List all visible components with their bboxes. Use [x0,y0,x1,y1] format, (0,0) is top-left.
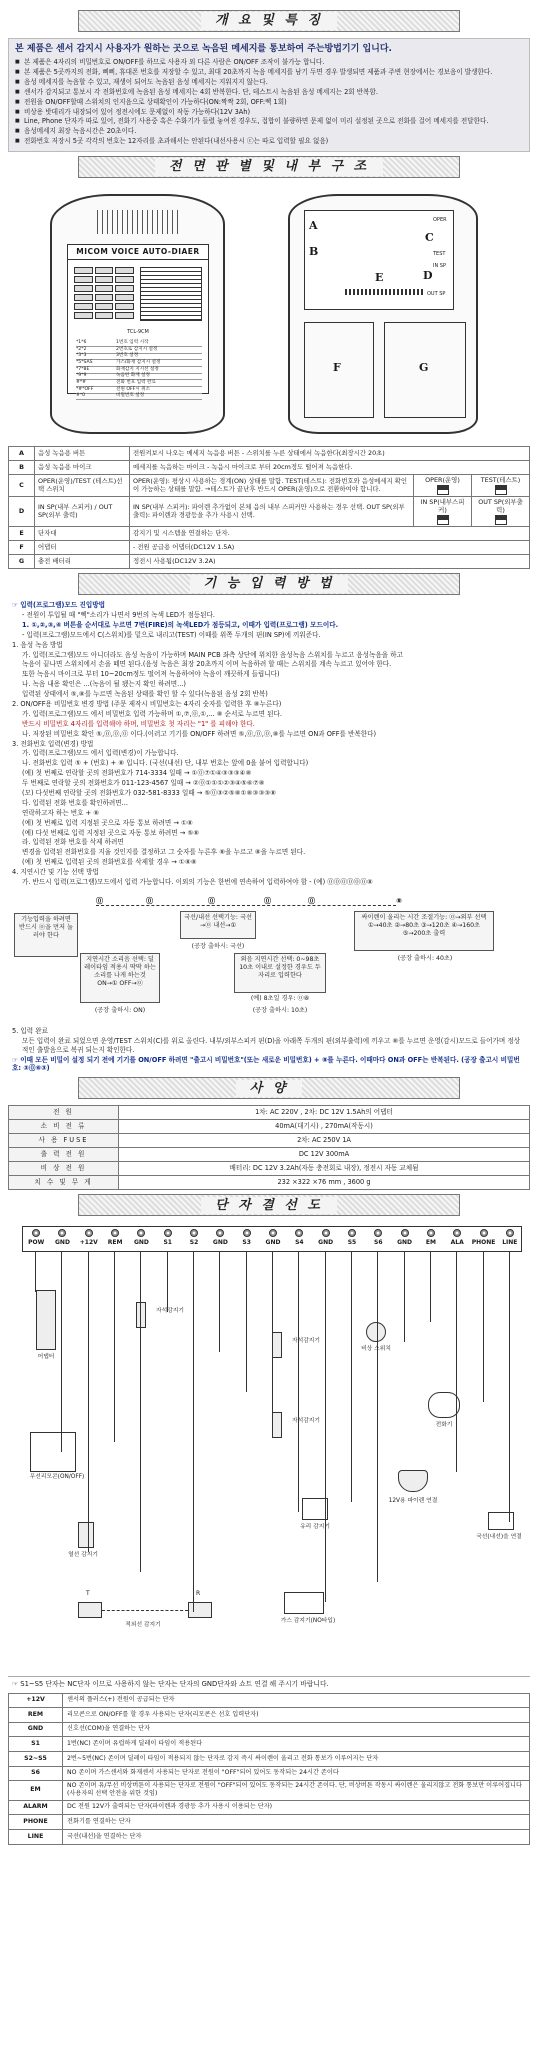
function-flow-diagram [12,891,526,1023]
table-row: EM NO 존이며 유/무선 비상버튼이 사용되는 단자로 전원이 "OFF"되어 있어도 동작되는 24시간 존이다. 단, 비상버튼 작동시 싸이렌은 울리지않고 전화 통보만 이루어집니다(사용자의 선택 안전을 위한 것임) [9,1781,530,1801]
wire [325,1252,326,1602]
table-row: REM 리모콘으로 ON/OFF를 할 경우 사용되는 단자(리모콘은 선호 입력단자) [9,1708,530,1723]
table-row: PHONE 전화기를 연결하는 단자 [9,1815,530,1830]
label-e: E [375,271,384,285]
pir-sensor-icon [78,1522,94,1548]
keypad-icon [74,267,134,319]
table-row: C OPER(운영)/TEST (테스트)선택 스위치 OPER(운영): 평상시 사용하는 경계(ON) 상태를 말함. TEST(테스트): 전화번호와 음성메세지 확인이 가능하는 상태를 말함. →테스트가 끝난후 반드시 OPER(운영)으로 전환하여야 합니다. OPER(운영) TEST(테스트) [9,475,530,497]
screw-icon [401,1229,409,1237]
screw-icon [164,1229,172,1237]
receiver-label: R [196,1590,201,1598]
component-label: 무선리모콘(ON/OFF) [29,1474,85,1481]
flow-caption: (예) 8초일 경우: ⓪⑧ [250,994,310,1002]
terminal-label: EM [425,1239,436,1247]
screw-icon [58,1229,66,1237]
wire [404,1252,405,1342]
wire [298,1252,299,1512]
flow-box: 지연시간 소리음 선택: 딜레이타임 적용시 딱딱 하는 소리를 나게 하는것 ON→① OFF→⓪ [80,953,160,1003]
siren-icon [398,1470,428,1492]
screw-icon [32,1229,40,1237]
terminal-label: S3 [242,1239,251,1247]
wire [377,1252,378,1582]
flow-key: ⓪ [96,896,103,905]
table-row: +12V 센서의 플러스(+) 전원이 공급되는 단자 [9,1693,530,1708]
terminal-s6 [365,1227,391,1253]
screw-icon [374,1229,382,1237]
remote-receiver-icon [30,1432,76,1472]
table-row: E 단자대 감지기 및 시스템을 연결하는 단자. [9,527,530,541]
component-label: 자석감지기 [292,1338,320,1345]
wire [167,1252,168,1312]
adapter-icon [36,1290,56,1350]
screw-icon [269,1229,277,1237]
wire [35,1252,36,1292]
table-row: D IN SP(내부 스피커) / OUT SP(외부 출력) IN SP(내부 스피커): 파이렌 추가없이 본체 음의 내부 스피커만 사용하는 경우 선택. OUT SP(외부 출력): 파이렌과 경광등을 추가 사용시 선택. IN SP(내부스피커) OUT SP(외부출력) [9,496,530,526]
flow-key: ⑧ [396,896,402,905]
ir-receiver-icon [188,1602,212,1618]
screw-icon [480,1229,488,1237]
overview-lead: 본 제품은 센서 감지시 사용자가 원하는 곳으로 녹음된 메세지를 통보하여 주는방법기기 입니다. [15,44,392,54]
flow-caption: (공장 출하시: ON) [94,1006,146,1014]
overview-bullet: ■ 전원을 ON/OFF할때 스위치의 인지음으로 상태확인이 가능하다(ON:짝짝 2회, OFF:삑 1회) [15,98,523,107]
battery-box [384,322,466,418]
table-row: 전 원 1차: AC 220V , 2차: DC 12V 1.5Ah의 어댑터 [9,1106,530,1120]
terminal-gnd [260,1227,286,1253]
switch-outsp-label: OUT SP [427,291,446,298]
wiring-banner [78,1194,460,1216]
terminal-rem [102,1227,128,1253]
main-pcb [304,210,454,310]
spec-table [8,1105,530,1190]
table-row: A 음성 녹음용 버튼 전원켜보시 나오는 메세지 녹음용 버튼 - 스위치를 누른 상태에서 녹음한다(최장시간 20초) [9,447,530,461]
terminal-label: S5 [347,1239,357,1247]
terminal-label: POW [28,1239,45,1247]
terminal-s5 [339,1227,365,1253]
overview-bullet: ■ Line, Phone 단자가 따로 있어, 전화기 사용중 혹은 수화기가 들렸 놓여진 경우도, 접합이 불량하면 문제 없이 미리 설정된 곳으로 전화를 걸어 메세지를 전달한다. [15,117,523,126]
component-label: 12V용 파이렌 연결 [388,1498,438,1505]
terminal-label: GND [212,1239,228,1247]
flow-key: ⓪ [308,896,315,905]
table-row: LINE 국선(내선)을 연결하는 단자 [9,1830,530,1845]
switch-test-label: TEST [433,251,446,258]
screw-icon [85,1229,93,1237]
component-label: 자석감지기 [292,1418,320,1425]
terminal-strip [22,1226,522,1252]
function-title: 기 능 입 력 방 법 [190,575,349,593]
terminal-s1 [155,1227,181,1253]
screw-icon [295,1229,303,1237]
table-row: 치 수 및 무 게 232 ×322 ×76 mm , 3600 g [9,1176,530,1190]
flow-key: ⓪ [264,896,271,905]
overview-bullet: ■ 비상용 밧데리가 내장되어 있어 정전시에도 문제없이 작동 가능하다(12V 3Ah) [15,108,523,117]
label-a: A [309,219,318,233]
terminal-label: S2 [189,1239,199,1247]
terminal-label: GND [397,1239,413,1247]
terminal-phone [470,1227,496,1253]
screw-icon [243,1229,251,1237]
label-b: B [309,245,319,259]
flow-line [96,905,396,906]
overview-bullet: ■ 센서가 감지되고 통보시 각 전화번호에 녹음된 음성 메세지는 4회 반복한다. 단, 테스트시 녹음된 음성 메세지는 2회 반복함. [15,88,523,97]
switch-oper-label: OPER [433,217,447,224]
component-label: 국선(내선)을 연결 [476,1534,522,1541]
flow-caption: (공장 출하시: 국선) [191,942,245,950]
overview-list [15,58,523,146]
wire [430,1252,431,1322]
overview-box [8,38,530,152]
flow-box: 기능입력을 하려면 반드시 ⓪을 먼저 눌러야 한다 [14,913,78,957]
terminal-s2 [181,1227,207,1253]
adapter-box [304,322,374,418]
wire [140,1252,141,1572]
front-panel [67,244,209,399]
screw-icon [322,1229,330,1237]
telephone-icon [428,1392,460,1418]
terminal-label: GND [318,1239,334,1247]
table-row: 출 력 전 원 DC 12V 300mA [9,1148,530,1162]
table-row: GND 신호선(COM)을 연결하는 단자 [9,1722,530,1737]
terminal-label: LINE [502,1239,518,1247]
terminal-line [497,1227,523,1253]
wiring-note: ☞ S1~S5 단자는 NC단자 이므로 사용하지 않는 단자는 단자의 GND단자와 쇼트 연결 해 주시기 바랍니다. [12,1680,329,1689]
terminal-pow [23,1227,49,1253]
wire [114,1252,115,1442]
screw-icon [137,1229,145,1237]
terminal-label: S1 [163,1239,172,1247]
jumper-pin-icon [495,515,507,525]
screw-icon [427,1229,435,1237]
device-front-drawing [50,194,225,434]
function-body: ☞ 입력(프로그램)모드 진입방법 - 전원이 투입될 때 "삑"소리가 나면서 9번의 녹색 LED가 점등된다. 1. ①,②,③,④ 버튼을 순서대로 누르면 7번(FIRE)의 녹색LED가 점등되고, 이때가 입력(프로그램) 모드이다. - 입력(프로그램)모드에서 C(스위치)를 밑으로 내리고(TEST) 이때를 위쪽 두개의 핀(IN SP)에 끼워준다. 1. 음성 녹음 방법 가. 입력(프로그램)모드 아니더라도 음성 녹음이 가능하며 MAIN PCB 좌측 상단에 위치한 음성녹음 스위치를 누르고 음성녹음을 하고 녹음이 끝나면 스위치에서 손을 떼면 된다.(음성 녹음은 최장 20초까지 이며 녹음하려 할 때는 스위치를 계속 누르고 있어야 한다. 또한 녹음시 마이크로 부터 10~20cm정도 떨어져 녹음하여야 녹음이 깨끗하게 들립니다) 나. 녹음 내용 확인은 ...(녹음이 될 됐는지 확인 하려면...) 입력된 상태에서 ⑤,⑧를 누르면 녹음된 상태를 확인 할 수 있다(녹음된 음성 2회 반복) 2. ON/OFF용 비밀번호 변경 방법 (주문 제작시 비밀번호는 4자리 숫자를 입력한 후 ⑧누른다) 가. 입력(프로그램)모드 에서 비밀번호 입력 가능하며 ①,⑦,⓪,①,... ⑧ 순서로 누르면 된다. 반드시 비밀번호 4자리를 입력해야 하며, 비밀번호 첫 자리는 "1" 를 피해야 한다. 나. 저장된 비밀번호 확인 ⑤,⓪,⓪,⓪ 이다.(이러고 기기를 ON/OFF 하려면 ⑤,⓪,⓪,⓪,⑧를 누르면 ON과 OFF를 반복한다) 3. 전화번호 입력(변경) 방법 가. 입력(프로그램)모드 에서 입력(변경)이 가능합니다. 나. 전화번호 입력 ⑤ + (번호) + ⑧ 입니다. (국선(내선) 단, 내부 번호는 앞에 0을 붙여 입력합니다) (예) 첫 번째로 연락할 곳의 전화번호가 714-3334 일때 → ①⓪⑦①④③③③④⑧ 두 번째로 연락할 곳의 전화번호가 011-123-4567 일때 → ②⓪①①①②③④⑤⑥⑦⑧ (모) 다섯번째 연락할 곳의 전화번호가 032-581-8333 일때 → ⑤⓪③②⑤⑧①⑧③③③⑧ 다. 입력된 전화 번호를 확인하려면... 연락하고자 하는 번호 + ⑧ (예) 첫 번째로 입력 지정된 곳으로 자동 통보 하려면 → ①⑧ (예) 다섯 번째로 입력 지정된 곳으로 자동 통보 하려면 → ⑤⑧ 라. 입력된 전화 번호를 삭제 하려면 변경을 입력된 전화번호를 지울 것인지를 결정하고 그 숫자를 누른후 ⑧을 누르고 ⑧을 누르면 된다. (예) 첫 번째로 입력된 곳의 전화번호를 삭제할 경우 → ①⑧⑧ 4. 지연시간 및 기능 선택 방법 가. 반드시 입력(프로그램)모드에서 입력 가능합니다. 이외의 기능은 한번에 연속하여 입력하여야 함 - (예) ⓪⓪⓪⓪⓪⓪⑧ ⓪ ⓪ ⓪ ⓪ ⓪ ⑧ 기능입력을 하려면 반드시 ⓪을 먼저 눌러야 한다 지연시간 소리음 선택: 딜레이타임 적용시 딱딱 하는 소리를 나게 하는것 ON→① OFF→⓪ 국선/내선 선택기능: 국선→⓪ 내선→① 외음 지연시간 선택: 0~98초 10초 이내로 설정한 경우도 두자리로 입력한다 싸이렌이 울리는 시간 조절기능: ⓪→외부 선택 ①→40초 ②→80초 ③→120초 ④→160초 ⑤→200초 출력 (공장 출하시: 40초) (공장 출하시: 국선) (공장 출하시: ON) (예) 8초일 경우: ⓪⑧ (공장 출하시: 10초) 5. 입력 완료 모든 입력이 완료 되었으면 운영/TEST 스위치(C)를 위로 올린다. 내부/외부스피커 핀(D)을 아래쪽 두개의 핀(외부출력)에 끼우고 ⑧를 누르면 운영(감시)모드로 들어가며 정상적인 출발음으로 복귀 되는지 확인한다. ☞ 이때 모든 비밀이 설정 되기 전에 기기를 ON/OFF 하려면 "출고시 비밀번호"(또는 새로운 비밀번호) + ⑧를 누른다. 이때마다 ON과 OFF는 반복된다. (공장 출고시 비밀번호: ③⓪⑥③) [8,601,530,1073]
flow-key: ⓪ [146,896,153,905]
flow-box: 싸이렌이 울리는 시간 조절기능: ⓪→외부 선택 ①→40초 ②→80초 ③→120초 ④→160초 ⑤→200초 출력 [354,911,494,951]
wire [483,1252,484,1402]
structure-title: 전 면 판 별 및 내 부 구 조 [155,158,383,176]
component-label: 비상 스위치 [361,1346,391,1353]
screw-icon [190,1229,198,1237]
overview-title: 개 요 및 특 징 [201,12,337,30]
screw-icon [111,1229,119,1237]
led-panel-icon [140,267,202,321]
overview-banner [78,10,460,32]
gas-sensor-icon [284,1592,324,1614]
terminal-ala [444,1227,470,1253]
toggle-switch-icon [437,485,449,495]
function-banner [78,573,460,595]
magnet-sensor-icon [272,1412,282,1438]
wire [509,1252,510,1522]
flow-caption: (공장 출하시: 40초) [397,954,453,962]
device-name: MICOM VOICE AUTO-DIAER [68,245,208,260]
wire [193,1252,194,1612]
terminal-gnd [49,1227,75,1253]
wiring-diagram [8,1222,530,1677]
overview-bullet: ■ 본 제품은 4자리의 비밀번호로 ON/OFF를 하므로 사용자 외 다른 사람은 ON/OFF 조작이 불가능 합니다. [15,58,523,67]
flow-caption: (공장 출하시: 10초) [252,1006,308,1014]
terminal-gnd [391,1227,417,1253]
overview-bullet: ■ 음성메세지 최장 녹음시간은 20초이다. [15,127,523,136]
parts-table [8,446,530,569]
terminal-s3 [234,1227,260,1253]
flow-box: 외음 지연시간 선택: 0~98초 10초 이내로 설정한 경우도 두자리로 입력한다 [234,953,326,993]
jumper-pin-icon [437,515,449,525]
transmitter-label: T [86,1590,90,1598]
overview-bullet: ■ 본 제품은 5곳까지의 전화, 삐삐, 휴대폰 번호를 저장할 수 있고, 최대 20초까지 녹음 메세지를 남기 두면 경우 발생되면 제품과 주변 현장에서는 경보음이 발생한다. [15,68,523,77]
component-label: 전화기 [435,1422,453,1429]
wire [351,1252,352,1502]
table-row: S1 1번(NC) 존이며 유럽하게 딜레이 타임이 적용된다 [9,1737,530,1752]
spec-banner [78,1077,460,1099]
table-row: F 어댑터 - 전원 공급용 어댑터(DC12V 1.5A) [9,541,530,555]
terminal-table [8,1693,530,1845]
terminal-12v [76,1227,102,1253]
terminal-label: GND [55,1239,70,1247]
terminal-label: GND [265,1239,281,1247]
component-label: 유리 감지기 [300,1524,330,1531]
table-row: S2~S5 2번~5번(NC) 존이며 딜레이 타임이 적용되지 않는 단자로 감지 즉시 싸이렌이 울리고 전화 통보가 이루어지는 단자 [9,1751,530,1766]
label-f: F [333,361,341,375]
terminal-label: S6 [374,1239,383,1247]
table-row: 사 용 FUSE 2차: AC 250V 1A [9,1134,530,1148]
terminal-gnd [128,1227,154,1253]
overview-bullet: ■ 전화번호 저장시 5곳 각각의 번호는 12자리를 초과해서는 안된다(내선사용시 ⓒ는 따로 입력할 필요 없음) [15,137,523,146]
component-label: 적외선 감지기 [125,1622,161,1629]
component-label: 가스 감지기(NO타입) [280,1618,336,1625]
wire [88,1252,89,1552]
model-label: TCL-9CM [127,329,149,336]
table-row: 비 상 전 원 배터리: DC 12V 3.2Ah(자동 충전회로 내장), 정전시 자동 교체됨 [9,1162,530,1176]
terminal-label: PHONE [471,1239,496,1247]
terminal-label: S4 [295,1239,304,1247]
flow-key: ⓪ [208,896,215,905]
terminal-em [418,1227,444,1253]
toggle-switch-icon [495,485,507,495]
table-row: ALARM DC 전원 12V가 출력되는 단자(파이렌과 경광등 추가 사용시 이용되는 단자) [9,1800,530,1815]
terminal-gnd [207,1227,233,1253]
table-row: 소 비 전 류 40mA(대기시) , 270mA(작동시) [9,1120,530,1134]
screw-icon [506,1229,514,1237]
flow-box: 국선/내선 선택기능: 국선→⓪ 내선→① [180,911,256,939]
overview-bullet: ■ 음성 메세지를 녹음할 수 있고, 재생이 되어도 녹음된 음성 메세지는 지워지지 않는다. [15,78,523,87]
label-g: G [419,361,429,375]
terminal-block-icon [345,289,425,295]
wire [456,1252,457,1472]
key-legend: *1*6 1번호 입력 시작 *2*2 2번호로 감지시 설정 *3*3 3번호 설정 *5*SAS 가스/화재 감지시 설정 *7*8E 화재감지 지시선 설정 *9*9 녹음된 화재 설정 #*# 전화 번호 입력 완료 *#*OFF 전원 OFF시 취소 #*0 비밀번호 설정 [76,340,202,400]
terminal-label: GND [133,1239,149,1247]
magnet-sensor-icon [272,1332,282,1358]
wire [272,1252,273,1432]
structure-banner [78,156,460,178]
terminal-label: REM [107,1239,123,1247]
wire [61,1252,62,1452]
table-row: B 음성 녹음용 마이크 메세지를 녹음하는 마이크 - 녹음시 마이크로 부터 20cm정도 떨어져 녹음한다. [9,461,530,475]
screw-icon [216,1229,224,1237]
wire [246,1252,247,1392]
speaker-grille-icon [97,210,181,234]
emergency-switch-icon [366,1322,386,1342]
structure-drawings [8,184,530,446]
component-label: 자석감지기 [156,1308,184,1315]
terminal-gnd [312,1227,338,1253]
ir-transmitter-icon [78,1602,102,1618]
label-d: D [423,269,433,283]
switch-insp-label: IN SP [433,263,446,270]
terminal-label: +12V [79,1239,98,1247]
wiring-title: 단 자 결 선 도 [201,1197,337,1215]
table-row: G 충전 배터리 정전시 사용됨(DC12V 3.2A) [9,555,530,569]
component-label: 어댑터 [37,1354,55,1361]
device-interior-drawing [288,194,478,434]
label-c: C [425,231,434,245]
terminal-s4 [286,1227,312,1253]
table-row: S6 NO 존이며 가스센서와 화재센서 사용되는 단자로 전원이 "OFF"되어 있어도 동작되는 24시간 존이다 [9,1766,530,1781]
component-label: 열선 감지기 [68,1552,98,1559]
screw-icon [348,1229,356,1237]
ir-beam [102,1610,188,1611]
terminal-label: ALA [450,1239,464,1247]
spec-title: 사 양 [236,1080,303,1098]
screw-icon [453,1229,461,1237]
phone-jack-icon [488,1512,514,1530]
wire [219,1252,220,1352]
